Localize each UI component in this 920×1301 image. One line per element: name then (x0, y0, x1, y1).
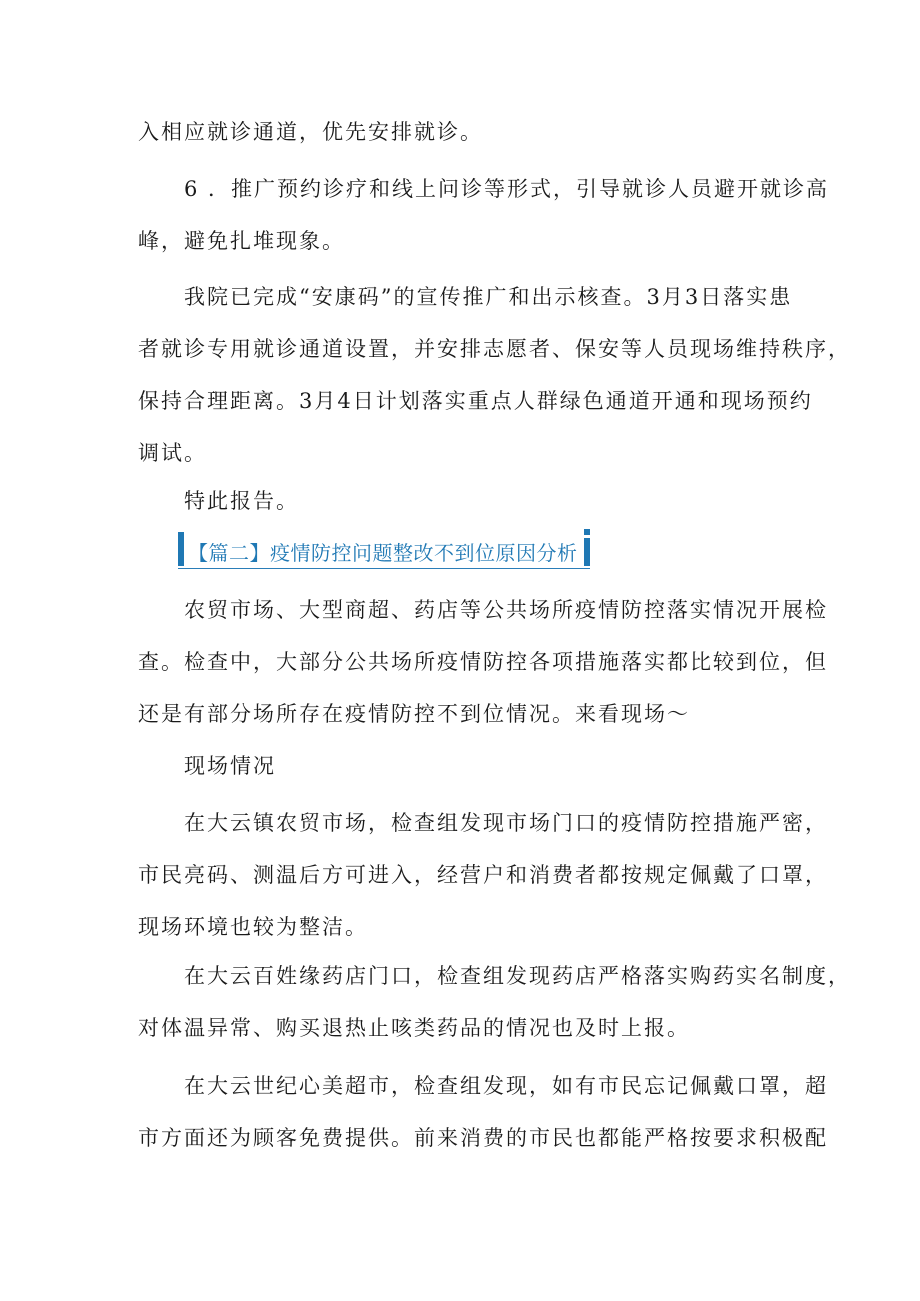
text-line: 对体温异常、购买退热止咳类药品的情况也及时上报。 (138, 1016, 690, 1040)
text-line: 农贸市场、大型商超、药店等公共场所疫情防控落实情况开展检 (184, 598, 828, 622)
heading-i-glyph (584, 538, 590, 566)
text-line: 者就诊专用就诊通道设置，并安排志愿者、保安等人员现场维持秩序， (138, 337, 851, 361)
text-line: 市方面还为顾客免费提供。前来消费的市民也都能严格按要求积极配 (138, 1126, 828, 1150)
paragraph-hospital-status (138, 271, 851, 479)
text-line: 峰，避免扎堆现象。 (138, 229, 345, 253)
paragraph-closing (138, 475, 790, 527)
paragraph-channel-end (138, 106, 790, 158)
text-line: 现场环境也较为整洁。 (138, 915, 368, 939)
text-line: 保持合理距离。3月4日计划落实重点人群绿色通道开通和现场预约 (138, 389, 813, 413)
heading-bar-left (178, 532, 184, 566)
text-line: 查。检查中，大部分公共场所疫情防控各项措施落实都比较到位，但 (138, 650, 828, 674)
text-line: 入相应就诊通道，优先安排就诊。 (138, 120, 483, 144)
text-line: 还是有部分场所存在疫情防控不到位情况。来看现场～ (138, 702, 690, 726)
text-line: 调试。 (138, 441, 207, 465)
text-line: 6 ．推广预约诊疗和线上问诊等形式，引导就诊人员避开就诊高 (184, 177, 830, 201)
section-heading-link[interactable] (178, 526, 590, 569)
text-line: 在大云百姓缘药店门口，检查组发现药店严格落实购药实名制度， (184, 964, 851, 988)
paragraph-item-6 (138, 163, 830, 267)
text-line: 现场情况 (184, 754, 276, 778)
paragraph-supermarket (138, 1060, 828, 1164)
paragraph-subheading (138, 740, 790, 792)
text-line: 我院已完成“安康码”的宣传推广和出示核查。3月3日落实患 (184, 285, 793, 309)
section-heading-text: 【篇二】疫情防控问题整改不到位原因分析 (188, 541, 578, 565)
text-line: 在大云世纪心美超市，检查组发现，如有市民忘记佩戴口罩，超 (184, 1074, 828, 1098)
text-line: 在大云镇农贸市场，检查组发现市场门口的疫情防控措施严密， (184, 811, 828, 835)
paragraph-pharmacy (138, 950, 851, 1054)
text-line: 特此报告。 (184, 489, 299, 513)
paragraph-market (138, 797, 828, 953)
text-line: 市民亮码、测温后方可进入，经营户和消费者都按规定佩戴了口罩， (138, 863, 828, 887)
paragraph-inspection-intro (138, 584, 828, 740)
